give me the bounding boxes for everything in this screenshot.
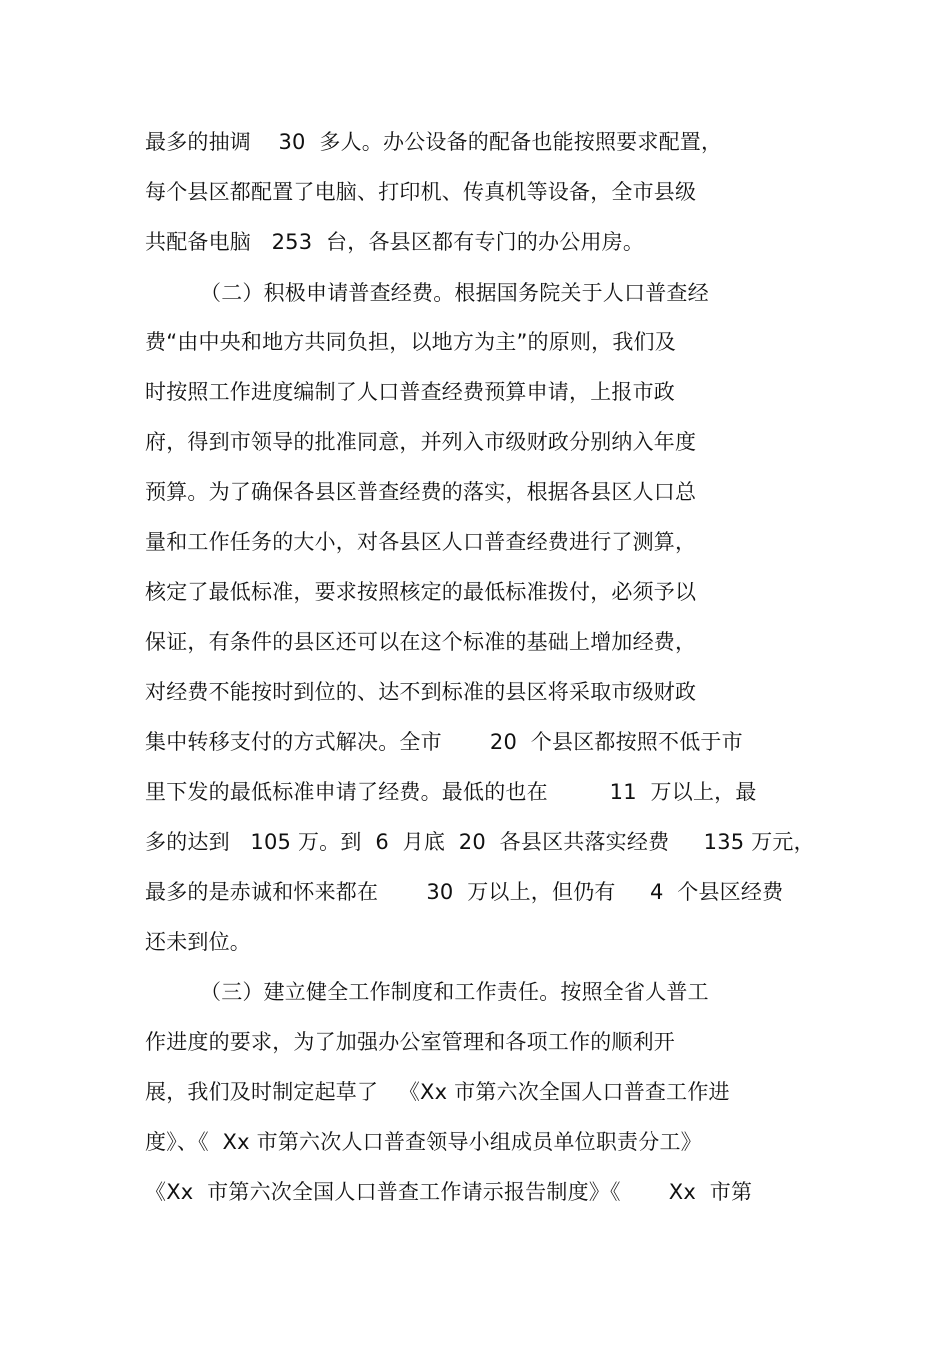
text-line: 度》、《 Xx 市第六次人口普查领导小组成员单位职责分工》 <box>145 1130 702 1154</box>
text-line: 时按照工作进度编制了人口普查经费预算申请，上报市政 <box>145 380 675 404</box>
text-line: 量和工作任务的大小，对各县区人口普查经费进行了测算， <box>145 530 697 554</box>
text-line: 里下发的最低标准申请了经费。最低的也在 11 万以上，最 <box>145 780 757 804</box>
text-line: 展，我们及时制定起草了 《Xx 市第六次全国人口普查工作进 <box>145 1080 730 1104</box>
text-line: 集中转移支付的方式解决。全市 20 个县区都按照不低于市 <box>145 730 743 754</box>
text-line: 保证，有条件的县区还可以在这个标准的基础上增加经费， <box>145 630 697 654</box>
text-line: 每个县区都配置了电脑、打印机、传真机等设备，全市县级 <box>145 180 697 204</box>
text-line: 《Xx 市第六次全国人口普查工作请示报告制度》《 Xx 市第 <box>145 1180 753 1204</box>
text-line: 多的达到 105 万。到 6 月底 20 各县区共落实经费 135 万元， <box>145 830 815 854</box>
text-line: 还未到位。 <box>145 930 251 954</box>
text-line: 作进度的要求，为了加强办公室管理和各项工作的顺利开 <box>145 1030 675 1054</box>
text-line: 对经费不能按时到位的、达不到标准的县区将采取市级财政 <box>145 680 697 704</box>
text-line: 共配备电脑 253 台，各县区都有专门的办公用房。 <box>145 230 645 254</box>
paragraph-heading-line: （二）积极申请普查经费。根据国务院关于人口普查经 <box>145 281 709 305</box>
text-line: 预算。为了确保各县区普查经费的落实，根据各县区人口总 <box>145 480 697 504</box>
text-line: 最多的是赤诚和怀来都在 30 万以上，但仍有 4 个县区经费 <box>145 880 784 904</box>
text-line: 府，得到市领导的批准同意，并列入市级财政分别纳入年度 <box>145 430 697 454</box>
text-line: 费“由中央和地方共同负担，以地方为主”的原则，我们及 <box>145 330 676 354</box>
paragraph-heading-line: （三）建立健全工作制度和工作责任。按照全省人普工 <box>145 980 709 1004</box>
text-line: 核定了最低标准，要求按照核定的最低标准拨付，必须予以 <box>145 580 697 604</box>
text-line: 最多的抽调 30 多人。办公设备的配备也能按照要求配置， <box>145 130 723 154</box>
